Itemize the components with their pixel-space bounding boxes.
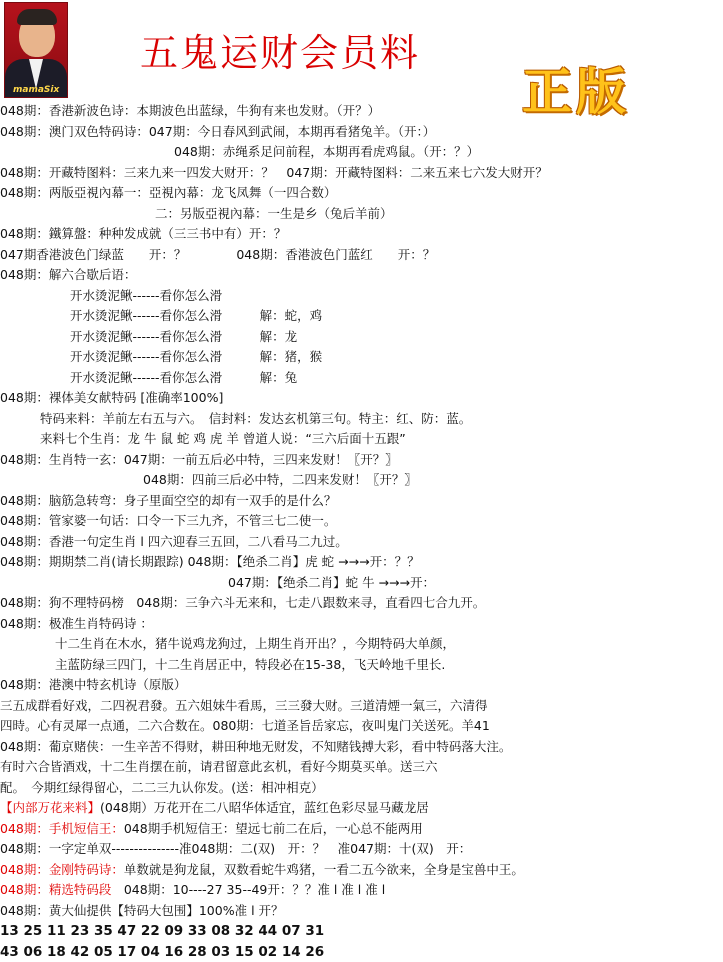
content-line: 开水烫泥鳅------看你怎么滑 解：龙 [0,327,723,348]
content-line: 特码来料：羊前左右五与六。 信封料：发达玄机第三句。特主：红、防：蓝。 [0,409,723,430]
avatar [4,2,68,98]
content-line: 三五成群看好戏，二四祝君發。五六姐妹牛看馬，三三發大财。三道清煙一氣三，六清得 [0,696,723,717]
content-line: 048期：极准生肖特码诗 ： [0,614,723,635]
content-line: 开水烫泥鳅------看你怎么滑 解：兔 [0,368,723,389]
content-line: 048期：期期禁二肖(请长期跟踪) 048期：【绝杀二肖】虎 蛇 →→→开：？？ [0,552,723,573]
line-text: (048期）万花开在二八昭华体适宜，蓝红色彩尽显马藏龙居 [100,800,429,815]
content-line: 047期：【绝杀二肖】蛇 牛 →→→开： [0,573,723,594]
header [0,0,723,100]
authentic-badge: 正版 [522,52,630,124]
content-line: 048期：管家婆一句话：口令一下三九齐，不管三七二使一。 [0,511,723,532]
content-line: 048期：狗不理特码榜 048期：三争六斗无来和，七走八跟数来寻，直看四七合九开。 [0,593,723,614]
content-line: 048期：一字定单双---------------准048期：二(双) 开：？ 准047期：十(双) 开： [0,839,723,860]
content-line: 十二生肖在木水，猪牛说鸡龙狗过，上期生肖开出？，今期特码大单颜， [0,634,723,655]
avatar-caption: mamaSix [13,85,59,95]
content-line [0,798,723,819]
highlight-label: 【内部万花来料】 [0,800,100,815]
content-list [0,101,723,962]
content-line: 二：另版亞視內幕：一生是乡（兔后羊前） [0,204,723,225]
highlight-label: 048期：手机短信王： [0,821,124,836]
content-line: 来料七个生肖：龙 牛 鼠 蛇 鸡 虎 羊 曾道人说：“三六后面十五跟” [0,429,723,450]
content-line: 四時。心有灵犀一点通，二六合数在。080期：七道圣旨岳家忘，夜叫鬼门关送死。羊41 [0,716,723,737]
content-line: 048期：澳门双色特码诗：047期：今日春风到武闹，本期再看猪兔羊。（开：） [0,122,723,143]
content-line: 048期：开藏特图料：三来九来一四发大财开：？ 047期：开藏特图料：二来五来七六发大财开？ [0,163,723,184]
content-line: 048期：香港一句定生肖 l 四六迎春三五回，二八看马二九过。 [0,532,723,553]
line-text: 单数就是狗龙鼠，双数看蛇牛鸡猪，一看二五今欲来，全身是宝兽中王。 [124,862,524,877]
highlight-label: 048期：精选特码段 [0,882,111,897]
content-line: 048期：解六合歇后语： [0,265,723,286]
content-line [0,819,723,840]
content-line: 048期：裸体美女献特码 [准确率100%] [0,388,723,409]
content-line: 048期：香港新波色诗：本期波色出蓝绿，牛狗有来也发财。（开？） [0,101,723,122]
content-line: 13 25 11 23 35 47 22 09 33 08 32 44 07 31 [0,921,723,942]
content-line: 配。 今期红绿得留心，二二三九认你发。(送：相冲相克） [0,778,723,799]
content-line: 有时六合皆酒戏，十二生肖摆在前，请君留意此玄机，看好今期莫买单。送三六 [0,757,723,778]
content-line: 048期：葡京赌侠：一生辛苦不得财，耕田种地无财发，不知赌钱搏大彩，看中特码落大注。 [0,737,723,758]
content-line: 048期：港澳中特玄机诗（原版） [0,675,723,696]
content-line: 048期：生肖特一玄：047期：一前五后必中特，三四来发财！〖开？〗 [0,450,723,471]
content-line: 048期：四前三后必中特，二四来发财！〖开？〗 [0,470,723,491]
page-title: 五鬼运财会员料 [140,22,420,77]
content-line: 开水烫泥鳅------看你怎么滑 解：蛇，鸡 [0,306,723,327]
content-line: 43 06 18 42 05 17 04 16 28 03 15 02 14 26 [0,942,723,962]
content-line: 开水烫泥鳅------看你怎么滑 解：猪，猴 [0,347,723,368]
content-line: 048期：脑筋急转弯：身子里面空空的却有一双手的是什么？ [0,491,723,512]
content-line: 开水烫泥鳅------看你怎么滑 [0,286,723,307]
line-text: 048期手机短信王：望远七前二在后，一心总不能两用 [124,821,423,836]
line-text: 048期：10----27 35--49开：？？准 l 准 l 准 l [111,882,385,897]
content-line: 047期香港波色门绿蓝 开：？ 048期：香港波色门蓝红 开：？ [0,245,723,266]
content-line: 048期：黄大仙提供【特码大包围】100%准 l 开？ [0,901,723,922]
content-line: 048期：赤绳系足问前程，本期再看虎鸡鼠。（开：？） [0,142,723,163]
content-line: 主蓝防绿三四门，十二生肖居正中，特段必在15-38，飞天岭地千里长. [0,655,723,676]
content-line: 048期：鐵算盤：种种发成就（三三书中有）开：？ [0,224,723,245]
content-line [0,880,723,901]
content-line [0,860,723,881]
content-line: 048期：两版亞視內幕一：亞視內幕：龙飞凤舞（一四合数） [0,183,723,204]
highlight-label: 048期：金刚特码诗： [0,862,124,877]
